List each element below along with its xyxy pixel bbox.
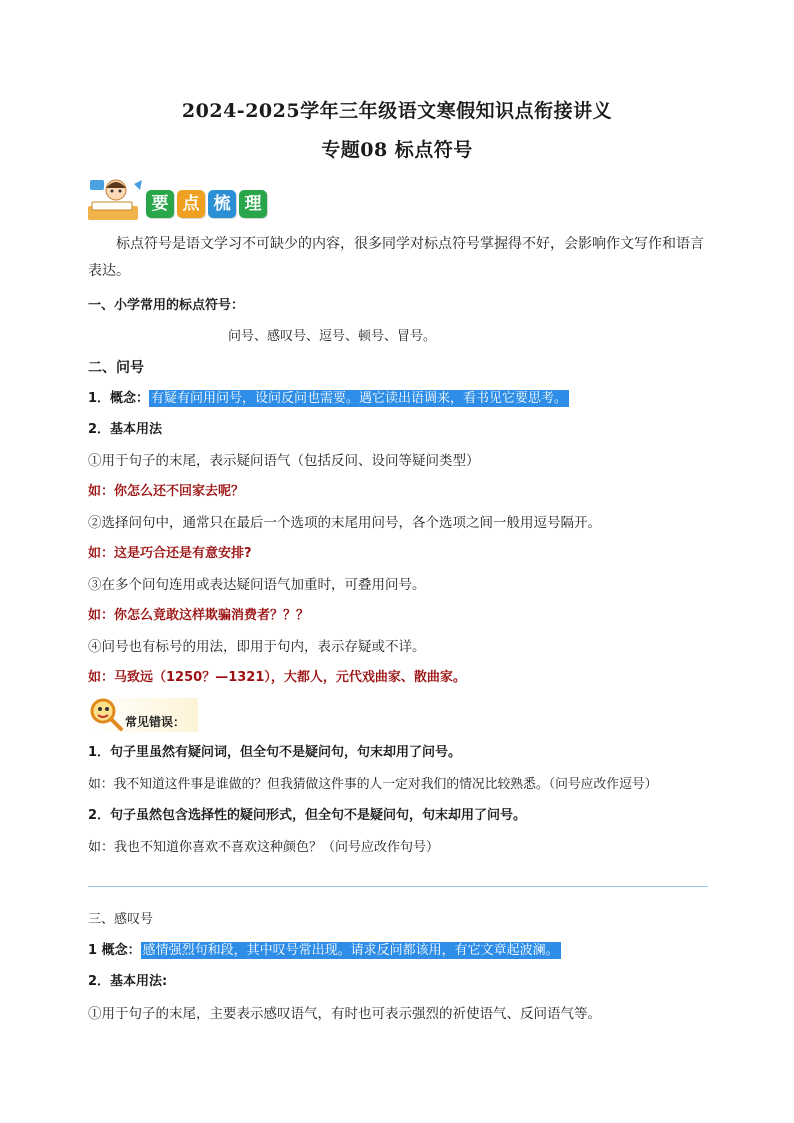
section3-usage-heading: 2．基本用法: [88, 974, 168, 989]
error-2: 2．句子虽然包含选择性的疑问形式，但全句不是疑问句，句末却用了问号。 [88, 808, 527, 823]
section3-usage-1: ①用于句子的末尾，主要表示感叹语气，有时也可表示强烈的祈使语气、反问语气等。 [88, 1006, 601, 1022]
banner-char-2: 点 [177, 190, 205, 218]
intro-line-2: 表达。 [88, 263, 130, 279]
banner-char-1: 要 [146, 190, 174, 218]
page-title: 2024-2025学年三年级语文寒假知识点衔接讲义 [181, 100, 613, 122]
banner-char-4: 理 [239, 190, 267, 218]
section2-heading: 二、问号 [88, 360, 144, 376]
error-1-example: 如：我不知道这件事是谁做的？但我猜做这件事的人一定对我们的情况比较熟悉。（问号应改作逗号） [88, 777, 658, 792]
magnifier-icon [88, 696, 124, 732]
section2-usage-3: ③在多个问句连用或表达疑问语气加重时，可叠用问号。 [88, 577, 426, 593]
error-1: 1．句子里虽然有疑问词，但全句不是疑问句，句末却用了问号。 [88, 745, 462, 760]
section2-concept-highlight: 有疑有问用问号，设问反问也需要。遇它读出语调来，看书见它要思考。 [151, 391, 568, 406]
section1-list: 问号、感叹号、逗号、顿号、冒号。 [228, 329, 437, 344]
section2-usage-heading: 2．基本用法 [88, 422, 163, 437]
section2-usage-1: ①用于句子的末尾，表示疑问语气（包括反问、设问等疑问类型） [88, 453, 480, 469]
common-errors-label: 常见错误： [125, 715, 186, 729]
example-label: 如： [88, 484, 115, 499]
section1-heading: 一、小学常用的标点符号： [88, 298, 245, 313]
section2-example-2: 这是巧合还是有意安排? [114, 546, 252, 561]
example-label: 如： [88, 546, 115, 561]
section2-usage-4: ④问号也有标号的用法，即用于句内，表示存疑或不详。 [88, 639, 426, 655]
example-label: 如： [88, 608, 115, 623]
error-2-example: 如：我也不知道你喜欢不喜欢这种颜色？（问号应改作句号） [88, 840, 440, 855]
section-divider [88, 886, 708, 887]
section2-example-4: 马致远（1250？—1321），大都人，元代戏曲家、散曲家。 [114, 670, 466, 685]
section2-example-1: 你怎么还不回家去呢？ [114, 484, 245, 499]
student-reading-icon [86, 176, 146, 224]
section3-heading: 三、感叹号 [88, 912, 154, 927]
banner-char-3: 梳 [208, 190, 236, 218]
section2-example-3: 你怎么竟敢这样欺骗消费者？？？ [114, 608, 310, 623]
example-label: 如： [88, 670, 115, 685]
section2-concept-label: 1．概念： [88, 391, 150, 406]
section3-concept-highlight: 感情强烈句和段，其中叹号常出现。请求反问都该用，有它文章起波澜。 [142, 943, 559, 958]
section3-concept-label: 1 概念： [88, 943, 141, 958]
page-subtitle: 专题08 标点符号 [321, 139, 473, 161]
section2-usage-2: ②选择问句中，通常只在最后一个选项的末尾用问号，各个选项之间一般用逗号隔开。 [88, 515, 601, 531]
intro-line-1: 标点符号是语文学习不可缺少的内容，很多同学对标点符号掌握得不好，会影响作文写作和语言 [116, 236, 704, 252]
